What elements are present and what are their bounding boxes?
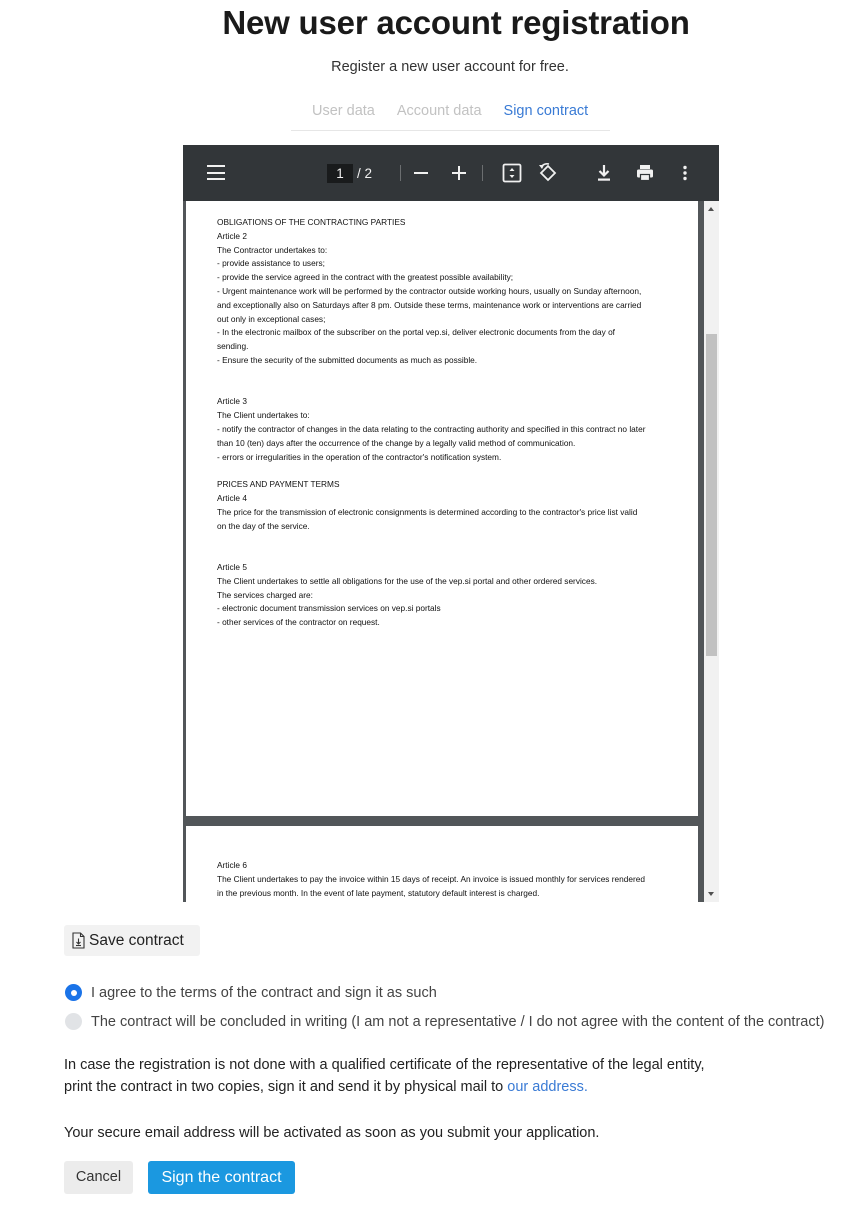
- registration-info: [64, 1054, 705, 1098]
- cancel-button[interactable]: Cancel: [64, 1161, 133, 1194]
- print-icon[interactable]: [634, 162, 656, 184]
- contract-line: The price for the transmission of electronic consignments is determined according to the contractor's price list valid: [217, 506, 638, 517]
- toolbar-divider: [482, 165, 483, 181]
- agree-label: I agree to the terms of the contract and sign it as such: [91, 984, 437, 1001]
- step-sign-contract[interactable]: Sign contract: [503, 103, 589, 119]
- pdf-toolbar: [183, 145, 719, 201]
- step-account-data[interactable]: Account data: [396, 103, 482, 119]
- contract-line: - electronic document transmission services on vep.si portals: [217, 603, 441, 614]
- written-label: The contract will be concluded in writing (I am not a representative / I do not agree with the content of the contract): [91, 1013, 825, 1030]
- contract-line: and exceptionally also on Saturdays after 8 pm. Outside these terms, maintenance work or interventions are carried: [217, 299, 642, 310]
- agree-option[interactable]: [65, 984, 437, 1001]
- contract-line: The Contractor undertakes to:: [217, 244, 328, 255]
- toolbar-divider: [400, 165, 401, 181]
- written-radio[interactable]: [65, 1013, 82, 1030]
- contract-line: Article 4: [217, 492, 247, 503]
- pdf-viewer: [183, 145, 719, 902]
- zoom-out-icon[interactable]: [414, 172, 428, 174]
- pdf-page-2: [186, 826, 698, 902]
- contract-line: - provide assistance to users;: [217, 258, 325, 269]
- our-address-link[interactable]: our address.: [507, 1079, 588, 1095]
- rotate-icon[interactable]: [537, 162, 559, 184]
- contract-line: - Ensure the security of the submitted documents as much as possible.: [217, 354, 478, 365]
- email-activation-info: Your secure email address will be activated as soon as you submit your application.: [64, 1125, 600, 1141]
- contract-line: in the previous month. In the event of late payment, statutory default interest is charged.: [217, 887, 540, 898]
- contract-line: The Client undertakes to pay the invoice within 15 days of receipt. An invoice is issued monthly for services rendered: [217, 873, 645, 884]
- scroll-down-icon[interactable]: [708, 892, 714, 896]
- contract-line: PRICES AND PAYMENT TERMS: [217, 479, 340, 490]
- contract-line: Article 6: [217, 860, 247, 870]
- registration-steps: [291, 101, 610, 131]
- contract-line: on the day of the service.: [217, 520, 310, 531]
- save-contract-label: Save contract: [89, 931, 184, 949]
- scrollbar-thumb[interactable]: [706, 334, 717, 656]
- contract-line: - provide the service agreed in the contract with the greatest possible availability;: [217, 272, 514, 283]
- contract-line: Article 2: [217, 230, 247, 241]
- menu-icon[interactable]: [207, 165, 225, 180]
- scroll-up-icon[interactable]: [708, 207, 714, 211]
- step-user-data[interactable]: User data: [312, 103, 375, 119]
- pdf-scrollbar[interactable]: [704, 201, 719, 902]
- contract-line: - other services of the contractor on request.: [217, 617, 380, 628]
- page-total: / 2: [357, 166, 373, 181]
- contract-line: - In the electronic mailbox of the subscriber on the portal vep.si, deliver electronic documents from the day of: [217, 327, 615, 338]
- pdf-page-1: [186, 201, 698, 816]
- page-title: New user account registration: [222, 4, 690, 41]
- info-line-2: [64, 1076, 705, 1098]
- contract-line: Article 5: [217, 561, 247, 572]
- download-icon[interactable]: [593, 162, 615, 184]
- pdf-file-icon: [72, 932, 85, 949]
- contract-line: The Client undertakes to:: [217, 410, 310, 421]
- contract-line: out only in exceptional cases;: [217, 313, 326, 324]
- info-line-1: In case the registration is not done with a qualified certificate of the representative of the legal entity,: [64, 1057, 705, 1073]
- contract-line: - Urgent maintenance work will be performed by the contractor outside working hours, usually on Sunday afternoon,: [217, 285, 642, 296]
- contract-line: than 10 (ten) days after the occurrence of the change by a legally valid method of communication.: [217, 437, 576, 448]
- contract-line: sending.: [217, 341, 249, 352]
- page-subtitle: Register a new user account for free.: [331, 59, 569, 75]
- page-number-input[interactable]: 1: [327, 164, 353, 183]
- contract-line: The Client undertakes to settle all obligations for the use of the vep.si portal and other ordered services.: [217, 575, 598, 586]
- more-vert-icon[interactable]: [674, 162, 696, 184]
- agree-radio[interactable]: [65, 984, 82, 1001]
- contract-line: - errors or irregularities in the operation of the contractor's notification system.: [217, 451, 502, 462]
- fit-page-icon[interactable]: [501, 162, 523, 184]
- contract-line: OBLIGATIONS OF THE CONTRACTING PARTIES: [217, 217, 406, 227]
- info-line-2-text: print the contract in two copies, sign it and send it by physical mail to: [64, 1079, 508, 1095]
- contract-line: The services charged are:: [217, 589, 313, 600]
- contract-line: - notify the contractor of changes in the data relating to the contracting authority and specified in this contract no later: [217, 423, 646, 434]
- contract-line: Article 3: [217, 396, 247, 407]
- written-option[interactable]: [65, 1013, 824, 1030]
- save-contract-button[interactable]: [64, 925, 200, 956]
- sign-contract-button[interactable]: Sign the contract: [148, 1161, 295, 1194]
